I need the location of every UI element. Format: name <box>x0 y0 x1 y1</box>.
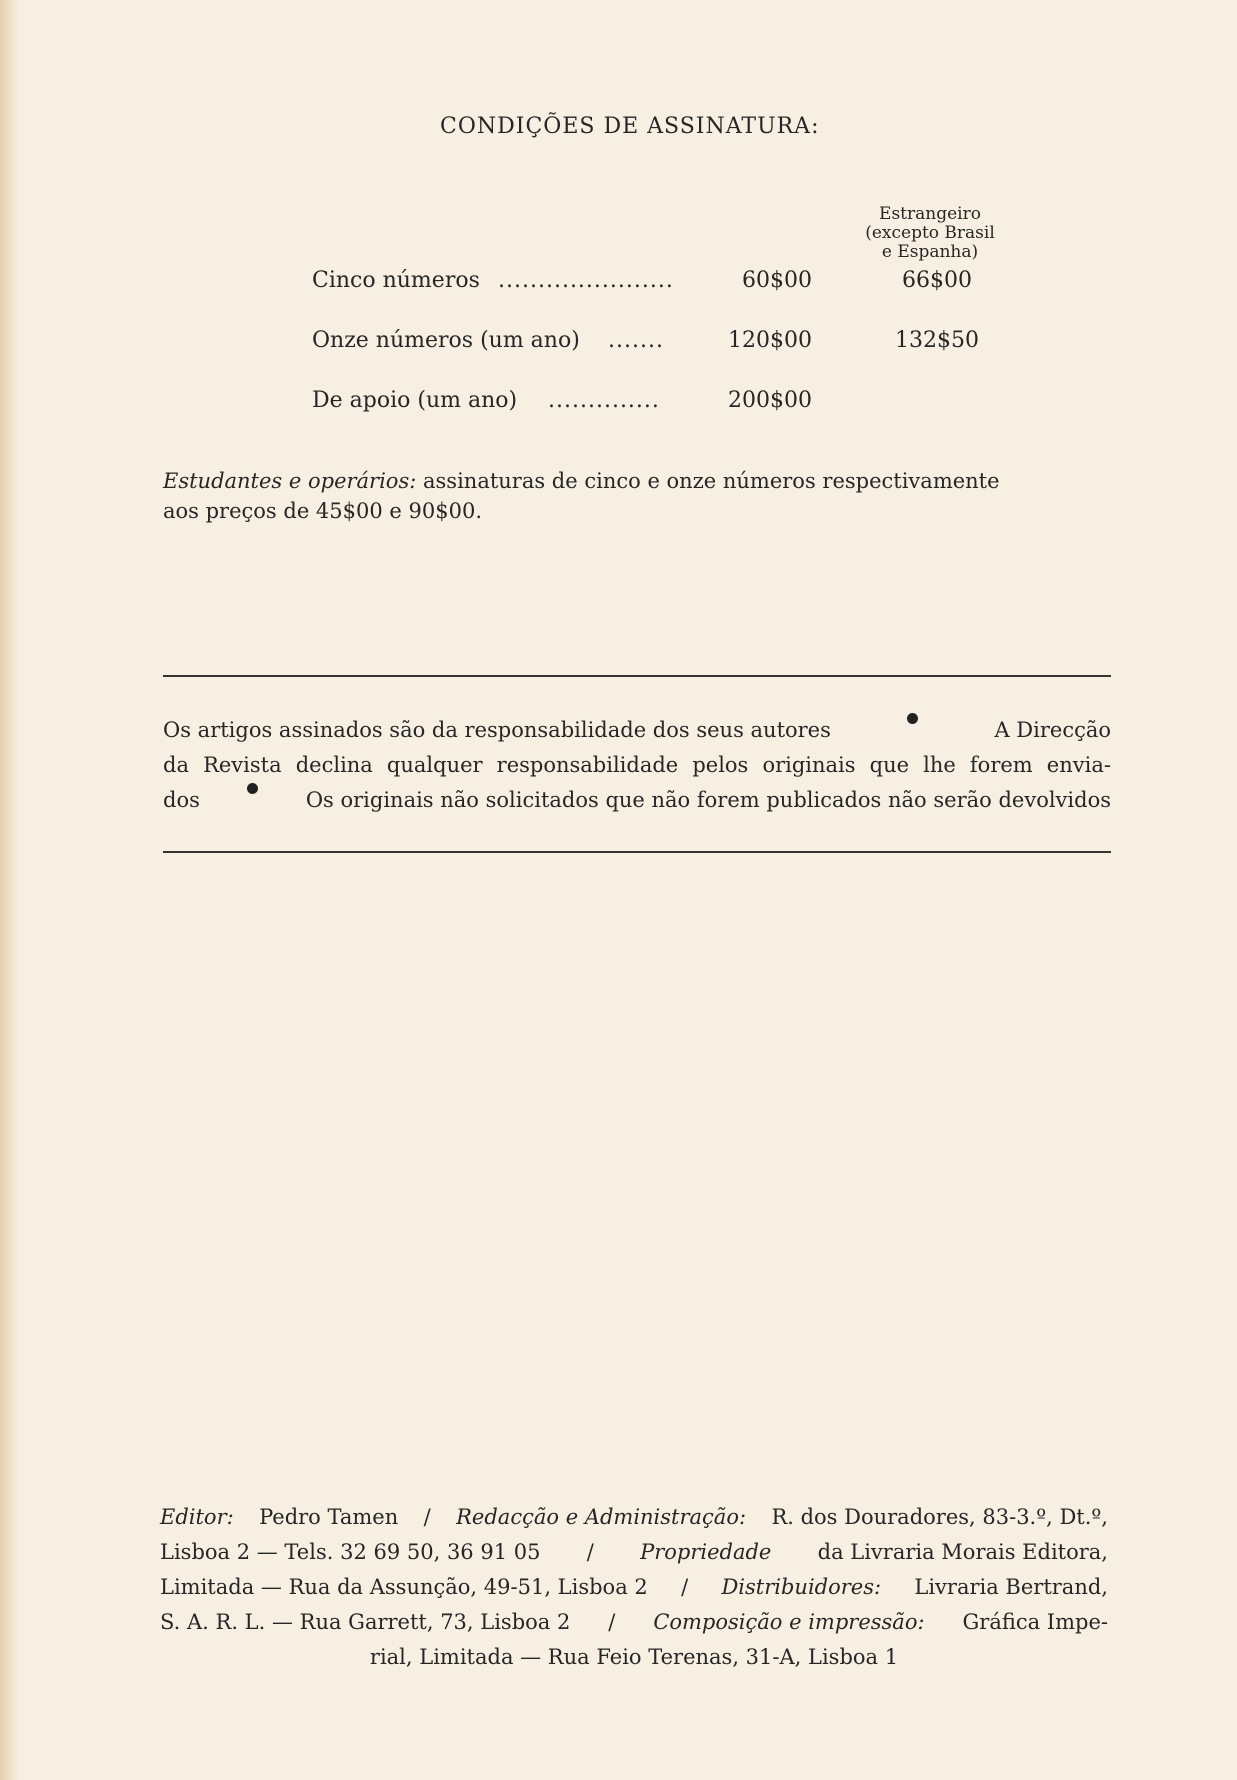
paper-spine-edge <box>0 0 18 1780</box>
students-label: Estudantes e operários: <box>163 469 417 493</box>
imprint-text: rial, Limitada — Rua Feio Terenas, 31-A, Lisboa 1 <box>369 1645 899 1669</box>
imprint-separator: / <box>423 1505 431 1529</box>
imprint-text: Pedro Tamen <box>259 1505 399 1529</box>
imprint-separator: / <box>586 1540 594 1564</box>
notice-text: Os artigos assinados são da responsabilidade dos seus autores <box>163 718 831 742</box>
notice-word: da <box>163 753 189 777</box>
imprint-label: Editor: <box>160 1505 234 1529</box>
notice-text: dos <box>163 788 200 812</box>
imprint-text: R. dos Douradores, 83-3.º, Dt.º, <box>771 1505 1108 1529</box>
bullet-separator <box>247 783 258 794</box>
notice-word: originais <box>762 753 856 777</box>
notice-text: Os originais não solicitados que não forem publicados não serão devolvidos <box>305 788 1111 812</box>
foreign-header-line: e Espanha) <box>881 242 979 262</box>
notice-word: envia- <box>1046 753 1111 777</box>
imprint-text: Limitada — Rua da Assunção, 49-51, Lisboa 2 <box>160 1575 648 1599</box>
responsibility-notice <box>163 713 1111 818</box>
imprint-label: Propriedade <box>640 1540 772 1564</box>
imprint-label: Composição e impressão: <box>653 1610 925 1634</box>
notice-word: que <box>869 753 910 777</box>
divider-top <box>163 675 1111 677</box>
students-text: assinaturas de cinco e onze números respectivamente <box>423 469 1000 493</box>
divider-bottom <box>163 851 1111 853</box>
rate-row <box>312 388 992 416</box>
imprint-separator: / <box>608 1610 616 1634</box>
rate-label: Onze números (um ano) <box>312 328 580 353</box>
bullet-separator <box>907 713 918 724</box>
rate-row <box>312 268 992 296</box>
students-discount-paragraph <box>163 466 1113 526</box>
students-text: aos preços de 45$00 e 90$00. <box>163 499 482 523</box>
leader-dots: ....... <box>608 328 664 353</box>
imprint-text: da Livraria Morais Editora, <box>817 1540 1108 1564</box>
rate-price-foreign: 132$50 <box>895 328 979 353</box>
foreign-column-header <box>830 205 1030 262</box>
foreign-header-line: (excepto Brasil <box>865 223 995 243</box>
imprint-line <box>160 1500 1108 1535</box>
notice-word: responsabilidade <box>496 753 679 777</box>
imprint-line <box>160 1640 1108 1675</box>
rate-price-foreign: 66$00 <box>902 268 972 293</box>
rate-label: Cinco números <box>312 268 480 293</box>
notice-word: declina <box>295 753 373 777</box>
notice-word: pelos <box>692 753 749 777</box>
imprint-label: Redacção e Administração: <box>456 1505 747 1529</box>
notice-text: A Direcção <box>994 718 1111 742</box>
imprint-separator: / <box>681 1575 689 1599</box>
notice-word: lhe <box>923 753 956 777</box>
rate-label: De apoio (um ano) <box>312 388 518 413</box>
rate-price-portugal: 60$00 <box>742 268 812 293</box>
imprint-line <box>160 1605 1108 1640</box>
imprint-block <box>160 1500 1108 1675</box>
leader-dots: ...................... <box>498 268 674 293</box>
imprint-text: S. A. R. L. — Rua Garrett, 73, Lisboa 2 <box>160 1610 571 1634</box>
page-heading: CONDIÇÕES DE ASSINATURA: <box>440 114 820 139</box>
rate-row <box>312 328 992 356</box>
notice-word: Revista <box>203 753 282 777</box>
imprint-label: Distribuidores: <box>721 1575 882 1599</box>
notice-word: qualquer <box>386 753 483 777</box>
imprint-text: Gráfica Impe- <box>962 1610 1108 1634</box>
foreign-header-line: Estrangeiro <box>879 204 981 224</box>
imprint-line <box>160 1535 1108 1570</box>
rate-price-portugal: 120$00 <box>728 328 812 353</box>
imprint-text: Lisboa 2 — Tels. 32 69 50, 36 91 05 <box>160 1540 541 1564</box>
notice-word: forem <box>969 753 1033 777</box>
imprint-line <box>160 1570 1108 1605</box>
rate-price-portugal: 200$00 <box>728 388 812 413</box>
imprint-text: Livraria Bertrand, <box>914 1575 1108 1599</box>
leader-dots: .............. <box>548 388 660 413</box>
